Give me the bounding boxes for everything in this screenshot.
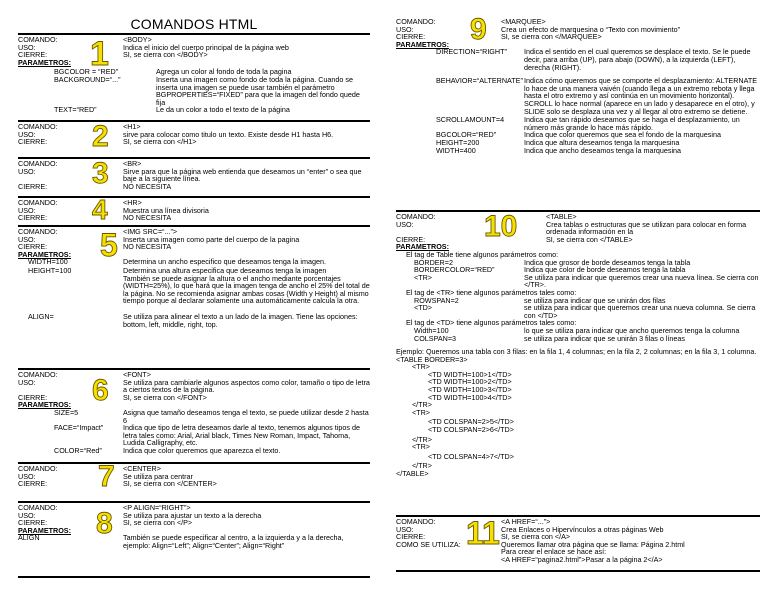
- left-column: [18, 0, 370, 578]
- cierre-row: CIERRE: SI, se cierra con </BODY>: [18, 51, 370, 59]
- block-number-6: 6: [92, 374, 109, 407]
- block-number-1: 1: [90, 35, 109, 73]
- comando-value: <BODY>: [123, 35, 152, 44]
- right-bottom-rule: [396, 570, 760, 572]
- cierre-value: SI, se cierra con </BODY>: [123, 50, 208, 60]
- command-block-table: 10 COMANDO: <TABLE> USO: Crea tablas o estructuras que se utilizan para colocar en forma ordenada información en la CIERRE: SI, se cierra con </TABLE> PARAMETROS: El tag de Table tiene algunos parámetros como: BORDER=2 Indica que grosor de borde deseamos tenga la tabla BORDERCOLOR=“RED” Indica que color de borde deseamos tenga la tabla <TR> Se utiliza para indicar que queremos crear una nueva línea. Se cierra con </TR>. El tag de <TR> tiene algunos parámetros tales como: ROWSPAN=2 se utiliza para indicar que se unirán dos filas <TD> se utiliza para indicar que queremos crear una nueva columna. Se cierra con </TD> El tag de <TD> tiene algunos parámetros tales como: Width=100 lo que se utiliza para indicar que ancho queremos tenga la columna COLSPAN=3 se utiliza para indicar que se unirán 3 filas o líneas Ejemplo: Queremos una tabla con 3 filas: en la fila 1, 4 columnas; en la fila 2, 2 columnas; en la fila 3, 1 columna. <TABLE BORDER=3> <TR> <TD WIDTH=100>1</TD> <TD WIDTH=100>2</TD> <TD WIDTH=100>3</TD> <TD WIDTH=100>4</TD> </TR> <TR> <TD COLSPAN=2>5</TD> <TD COLSPAN=2>6</TD> </TR> <TR> <TD COLSPAN=4>7</TD> </TR> </TABLE>: [396, 210, 760, 511]
- command-block-marquee: 9 COMANDO: <MARQUEE> USO: Crea un efecto de marquesina o “Texto con movimiento” CIERRE: SI, se cierra con </MARQUEE> PARAMETROS: DIRECTION=“RIGHT” Indica el sentido en el cual queremos se desplace el texto. Se le puede decir, para arriba (UP), para abajo (DOWN), a la izquierda (LEFT), derecha (RIGHT). BEHAVIOR=“ALTERNATE” Indica cómo queremos que se comporte el desplazamiento: ALTERNATE lo hace de una manera vaivén (cuando llega a un extremo rebota y llega hasta el otro extremo y así continúa en un movimiento horizontal). SCROLL lo hace normal (aparece en un lado y desaparece en el otro), y SLIDE solo se desplaza una vez y al llegar al otro extremo se detiene. SCROLLAMOUNT=4 Indica que tan rápido deseamos que se haga el desplazamiento, un número más grande lo hace más rápido. BGCOLOR=“RED” Indica que color queremos que sea el fondo de la marquesina HEIGHT=200 Indica que altura deseamos tenga la marquesina WIDTH=400 Indica que ancho deseamos tenga la marquesina: [396, 13, 758, 155]
- left-bottom-rule: [18, 576, 370, 578]
- command-block-img: 5 COMANDO: <IMG SRC=“...”> USO: Inserta una imagen como parte del cuerpo de la pagina CIERRE: NO NECESITA PARAMETROS: WIDTH=100 Determina un ancho especifico que deseamos tenga la imagen. HEIGHT=100 Determina una altura especifica que deseamos tenga la imagen También se puede asignar la altura o el ancho mediante porcentajes (WIDTH=25%), lo que hará que la imagen tenga de ancho el 25% del total de la página. No se recomienda asignar ambas cosas (Width y Height) al mismo tiempo porque al declarar solamente una automáticamente calcula la otra. ALIGN= Se utiliza para alinear el texto a un lado de la imagen. Tiene las opciones: bottom, left, middle, right, top.: [18, 225, 370, 368]
- comando-row: COMANDO: <BODY>: [18, 36, 370, 44]
- right-column: [396, 13, 760, 572]
- params-label: PARAMETROS:: [18, 57, 71, 67]
- example-intro: Ejemplo: Queremos una tabla con 3 filas: en la fila 1, 4 columnas; en la fila 2, 2 columnas; en la fila 3, 1 columna.: [396, 347, 757, 357]
- block-number-11: 11: [466, 515, 500, 551]
- block-number-7: 7: [98, 460, 115, 493]
- command-block-center: 7 COMANDO: <CENTER> USO: Se utiliza para centrar CIERRE: SI, se cierra con </CENTER>: [18, 462, 370, 501]
- command-block-h1: 2 COMANDO: <H1> USO: sirve para colocar como titulo un texto. Existe desde H1 hasta H6. CIERRE: SI, se cierra con </H1>: [18, 120, 370, 157]
- block-number-5: 5: [100, 227, 118, 263]
- param-row: TEXT=“RED” Le da un color a todo el texto de la página: [54, 105, 290, 115]
- command-block-hr: 4 COMANDO: <HR> USO: Muestra una línea divisoria CIERRE: NO NECESITA: [18, 196, 370, 225]
- block-number-4: 4: [92, 194, 108, 225]
- command-block-body: [18, 33, 370, 120]
- command-block-br: 3 COMANDO: <BR> USO: Sirve para que la página web entienda que deseamos un “enter” o sea que baje a la siguiente línea. CIERRE: NO NECESITA: [18, 157, 370, 196]
- block-number-2: 2: [92, 120, 109, 153]
- block-number-10: 10: [484, 210, 518, 243]
- uso-row: USO: Indica el inicio del cuerpo principal de la página web: [18, 44, 370, 52]
- command-block-anchor: 11 COMANDO: <A HREF=“...”> USO: Crea Enlaces o Hipervínculos a otras páginas Web CIERRE: SI, se cierra con </A> COMO SE UTILIZA: Queremos llamar otra página que se llama: Página 2.html Para crear el enlace se hace así: <A HREF=“pagina2.html”>Pasar a la página 2</A>: [396, 515, 760, 570]
- block-number-3: 3: [92, 157, 109, 190]
- command-block-p-align: 8 COMANDO: <P ALIGN=“RIGHT”> USO: Se utiliza para ajustar un texto a la derecha CIERRE: SI, se cierra con </P> PARAMETROS: ALIGN También se puede especificar al centro, a la izquierda y a la derecha, ejemplo: Align=“Left”; Align=“Center”; Align=“Right”: [18, 501, 370, 576]
- uso-value: Indica el inicio del cuerpo principal de la página web: [123, 42, 289, 52]
- block-number-9: 9: [470, 13, 487, 46]
- block-number-8: 8: [96, 507, 113, 540]
- param-row: BACKGROUND=“...” Inserta una imagen como fondo de toda la página. Cuando se inserta una imagen se puede usar también el parámetro BGPROPERTIES=“FIXED” para que la imagen del fondo quede fija: [54, 74, 360, 107]
- code-example: <TABLE BORDER=3> <TR> <TD WIDTH=100>1</TD> <TD WIDTH=100>2</TD> <TD WIDTH=100>3</TD> <TD WIDTH=100>4</TD> </TR> <TR> <TD COLSPAN=2>5</TD> <TD COLSPAN=2>6</TD> </TR> <TR> <TD COLSPAN=4>7</TD> </TR> </TABLE>: [396, 354, 514, 478]
- page-title: COMANDOS HTML: [130, 16, 258, 32]
- param-row: BGCOLOR = “RED” Agrega un color al fondo de toda la pagina: [54, 67, 292, 77]
- command-block-font: 6 COMANDO: <FONT> USO: Se utiliza para cambiarle algunos aspectos como color, tamaño o tipo de letra a ciertos textos de la página. CIERRE: SI, se cierra con </FONT> PARAMETROS: SIZE=5 Asigna que tamaño deseamos tenga el texto, se puede utilizar desde 2 hasta 6 FACE=“Impact” Indica que tipo de letra deseamos darle al texto, tenemos algunos tipos de letra tales como: Arial, Arial black, Times New Roman, Impact, Tahoma, Ludida Calligraphy, etc. COLOR=“Red” Indica que color queremos que aparezca el texto.: [18, 368, 370, 462]
